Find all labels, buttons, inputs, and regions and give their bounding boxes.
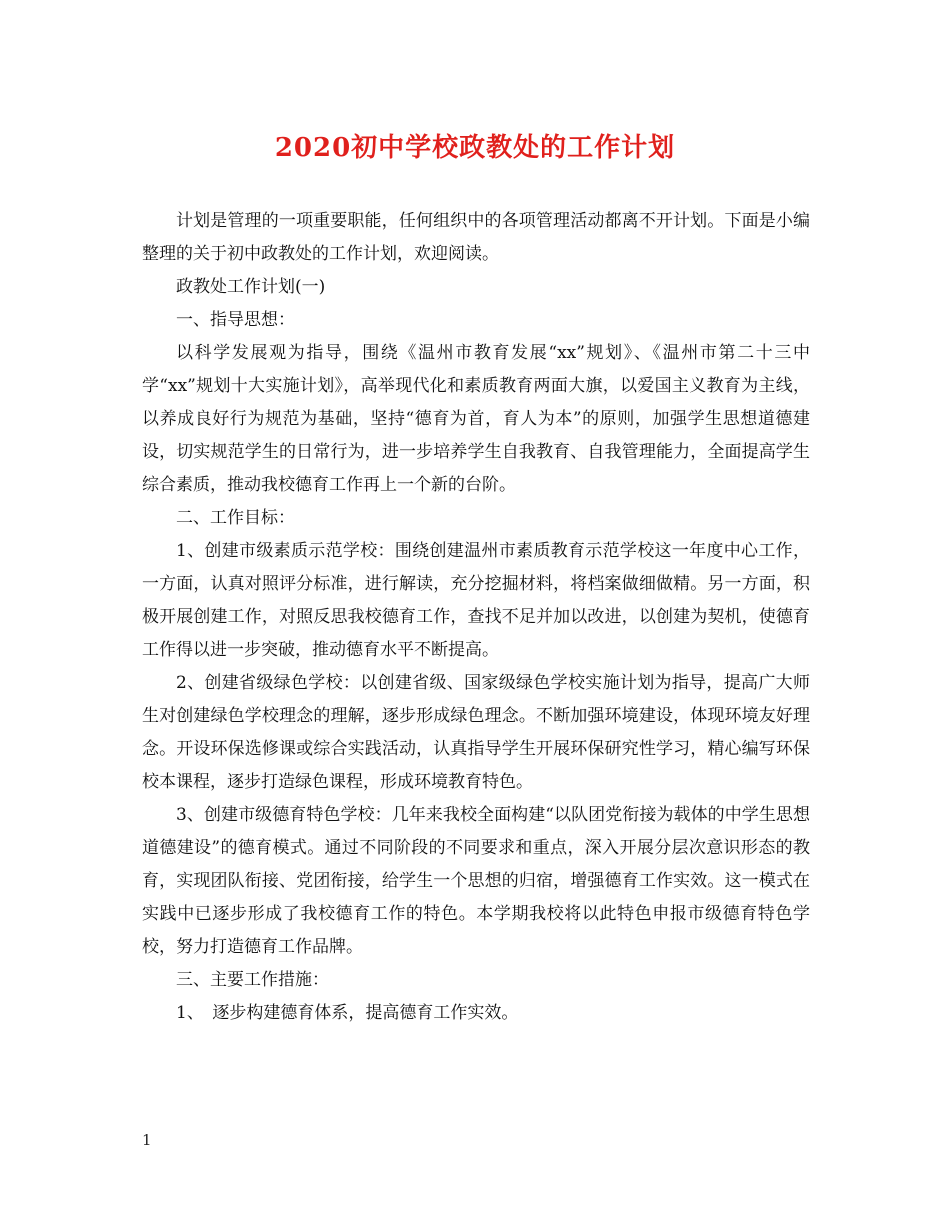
- paragraph-goal-2: 2、创建省级绿色学校：以创建省级、国家级绿色学校实施计划为指导，提高广大师生对创建绿色学校理念的理解，逐步形成绿色理念。不断加强环境建设，体现环境友好理念。开设环保选修课或综合实践活动，认真指导学生开展环保研究性学习，精心编写环保校本课程，逐步打造绿色课程，形成环境教育特色。: [142, 673, 810, 792]
- paragraph-measure-1: 1、 逐步构建德育体系，提高德育工作实效。: [176, 1003, 519, 1023]
- paragraph-section-3-heading: 三、主要工作措施：: [176, 970, 329, 990]
- paragraph-goal-3: 3、创建市级德育特色学校：几年来我校全面构建“以队团党衔接为载体的中学生思想道德建设”的德育模式。通过不同阶段的不同要求和重点，深入开展分层次意识形态的教育，实现团队衔接、党团衔接，给学生一个思想的归宿，增强德育工作实效。这一模式在实践中已逐步形成了我校德育工作的特色。本学期我校将以此特色申报市级德育特色学校，努力打造德育工作品牌。: [142, 805, 810, 957]
- document-title: 2020初中学校政教处的工作计划: [274, 133, 676, 163]
- paragraph-goal-1: 1、创建市级素质示范学校：围绕创建温州市素质教育示范学校这一年度中心工作，一方面，认真对照评分标准，进行解读，充分挖掘材料，将档案做细做精。另一方面，积极开展创建工作，对照反思我校德育工作，查找不足并加以改进，以创建为契机，使德育工作得以进一步突破，推动德育水平不断提高。: [142, 541, 810, 660]
- paragraph-section-2-heading: 二、工作目标：: [176, 508, 295, 528]
- document-body: [142, 205, 810, 1030]
- paragraph-intro: 计划是管理的一项重要职能，任何组织中的各项管理活动都离不开计划。下面是小编整理的关于初中政教处的工作计划，欢迎阅读。: [142, 211, 810, 264]
- paragraph-plan-heading: 政教处工作计划(一): [176, 277, 326, 297]
- paragraph-section-1-heading: 一、指导思想：: [176, 310, 295, 330]
- paragraph-guiding-ideology: 以科学发展观为指导，围绕《温州市教育发展“xx”规划》、《温州市第二十三中学“xx”规划十大实施计划》，高举现代化和素质教育两面大旗，以爱国主义教育为主线，以养成良好行为规范为基础，坚持“德育为首，育人为本”的原则，加强学生思想道德建设，切实规范学生的日常行为，进一步培养学生自我教育、自我管理能力，全面提高学生综合素质，推动我校德育工作再上一个新的台阶。: [142, 343, 810, 495]
- page-number: 1: [142, 1131, 152, 1149]
